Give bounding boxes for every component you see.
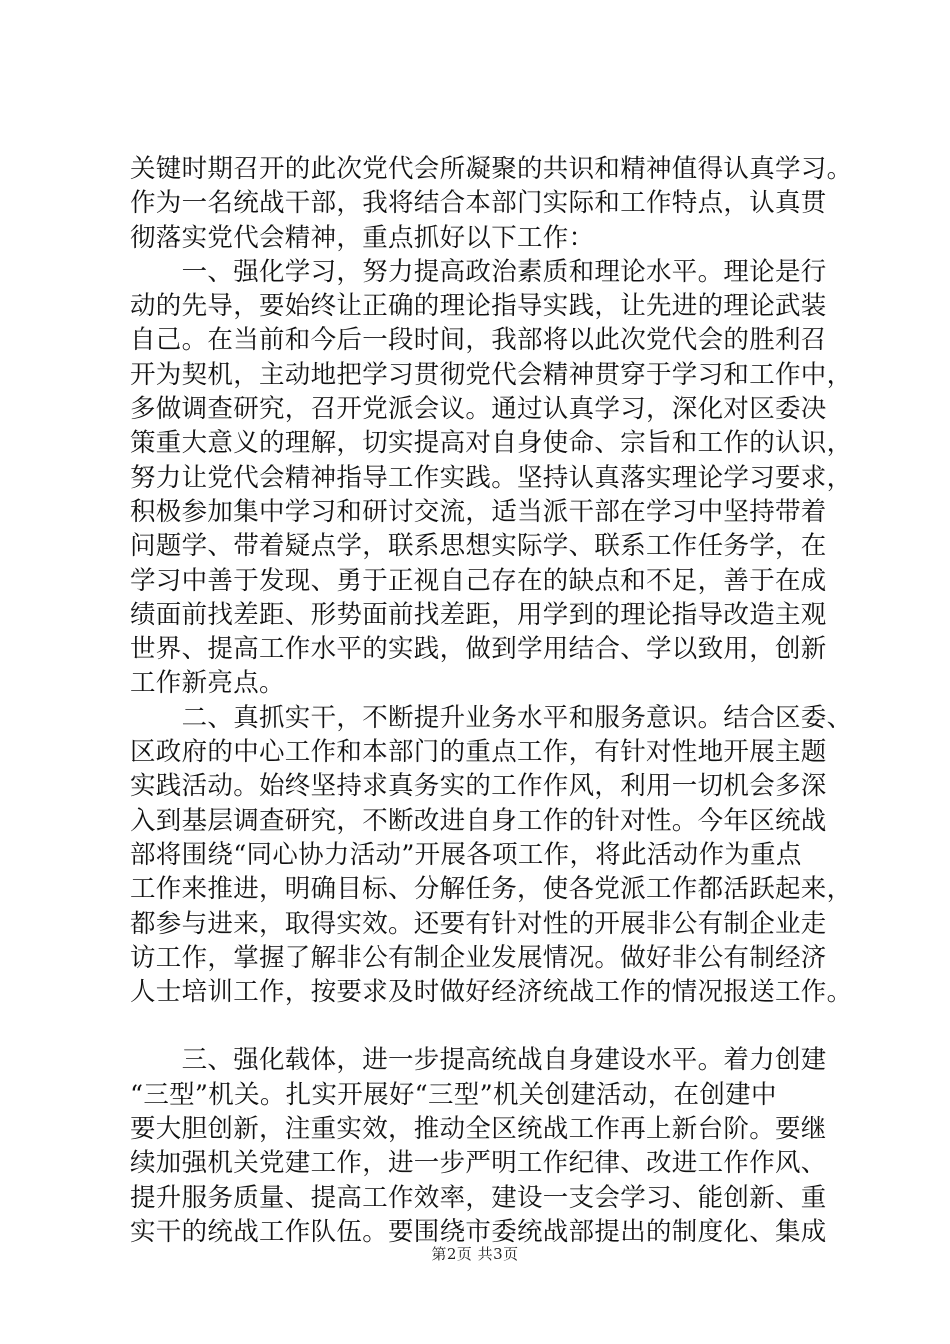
text-line: 二、真抓实干，不断提升业务水平和服务意识。结合区委、 — [130, 702, 853, 733]
text-line: 多做调查研究，召开党派会议。通过认真学习，深化对区委决 — [130, 394, 827, 425]
text-line: 人士培训工作，按要求及时做好经济统战工作的情况报送工作。 — [130, 977, 853, 1008]
document-body — [130, 152, 853, 1249]
text-line: 续加强机关党建工作，进一步严明工作纪律、改进工作作风、 — [130, 1148, 827, 1179]
text-line: 工作来推进，明确目标、分解任务，使各党派工作都活跃起来， — [130, 874, 853, 905]
text-line: 开为契机，主动地把学习贯彻党代会精神贯穿于学习和工作中， — [130, 359, 853, 390]
text-line: 实践活动。始终坚持求真务实的工作作风，利用一切机会多深 — [130, 771, 827, 802]
paragraph-spacer — [130, 1009, 830, 1043]
text-line: 努力让党代会精神指导工作实践。坚持认真落实理论学习要求， — [130, 462, 853, 493]
text-line: 绩面前找差距、形势面前找差距，用学到的理论指导改造主观 — [130, 599, 827, 630]
text-line: “三型”机关。扎实开展好“三型”机关创建活动，在创建中 — [130, 1079, 777, 1110]
text-line: 积极参加集中学习和研讨交流，适当派干部在学习中坚持带着 — [130, 496, 827, 527]
text-line: 问题学、带着疑点学，联系思想实际学、联系工作任务学，在 — [130, 531, 827, 562]
paragraph-section-2 — [130, 701, 853, 1010]
text-line: 自己。在当前和今后一段时间，我部将以此次党代会的胜利召 — [130, 325, 827, 356]
text-line: 入到基层调查研究，不断改进自身工作的针对性。今年区统战 — [130, 805, 827, 836]
paragraph-section-1 — [130, 255, 853, 701]
text-line: 提升服务质量、提高工作效率，建设一支会学习、能创新、重 — [130, 1182, 827, 1213]
text-line: 要大胆创新，注重实效，推动全区统战工作再上新台阶。要继 — [130, 1114, 827, 1145]
text-line: 世界、提高工作水平的实践，做到学用结合、学以致用，创新 — [130, 634, 827, 665]
text-line: 彻落实党代会精神，重点抓好以下工作： — [130, 222, 595, 253]
text-line: 动的先导，要始终让正确的理论指导实践，让先进的理论武装 — [130, 291, 827, 322]
text-line: 区政府的中心工作和本部门的重点工作，有针对性地开展主题 — [130, 737, 827, 768]
text-line: 实干的统战工作队伍。要围绕市委统战部提出的制度化、集成 — [130, 1216, 827, 1247]
text-line: 学习中善于发现、勇于正视自己存在的缺点和不足，善于在成 — [130, 565, 827, 596]
page-number: 第2页 共3页 — [431, 1245, 519, 1263]
text-line: 作为一名统战干部，我将结合本部门实际和工作特点，认真贯 — [130, 188, 827, 219]
text-line: 三、强化载体，进一步提高统战自身建设水平。着力创建 — [130, 1045, 827, 1076]
text-line: 访工作，掌握了解非公有制企业发展情况。做好非公有制经济 — [130, 942, 827, 973]
text-line: 策重大意义的理解，切实提高对自身使命、宗旨和工作的认识， — [130, 428, 853, 459]
paragraph-intro — [130, 152, 853, 255]
text-line: 一、强化学习，努力提高政治素质和理论水平。理论是行 — [130, 256, 827, 287]
text-line: 都参与进来，取得实效。还要有针对性的开展非公有制企业走 — [130, 908, 827, 939]
paragraph-section-3 — [130, 1043, 830, 1249]
text-line: 关键时期召开的此次党代会所凝聚的共识和精神值得认真学习。 — [130, 154, 853, 184]
text-line: 工作新亮点。 — [130, 668, 285, 699]
text-line: 部将围绕“同心协力活动”开展各项工作，将此活动作为重点 — [130, 839, 802, 870]
